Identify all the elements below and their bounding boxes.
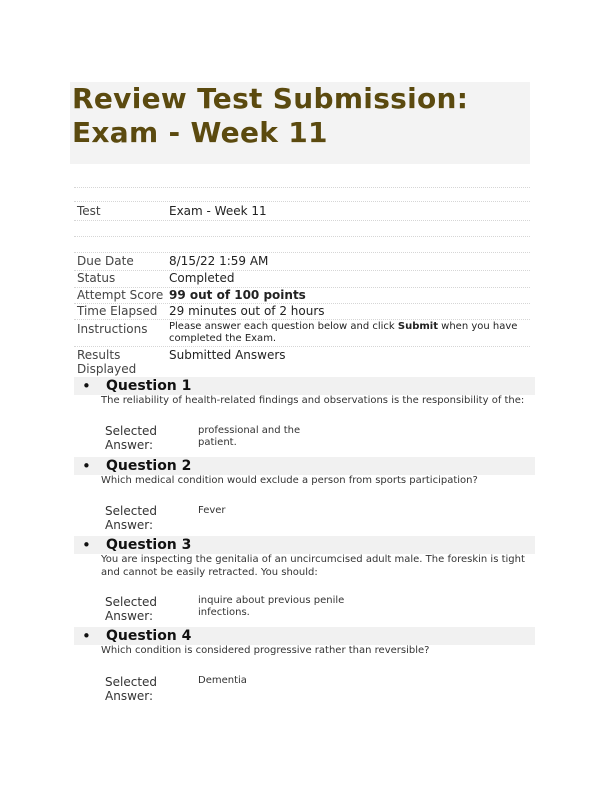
- results-displayed-value: Submitted Answers: [169, 348, 286, 362]
- status-value: Completed: [169, 271, 235, 285]
- selected-answer-label-line-1: Selected: [105, 675, 158, 689]
- question-text: Which condition is considered progressive rather than reversible?: [101, 645, 430, 656]
- selected-answer-label-line-2: Answer:: [105, 518, 154, 532]
- instructions-text-end: when you have completed the Exam.: [169, 321, 518, 344]
- test-value: Exam - Week 11: [169, 204, 267, 218]
- question-text: Which medical condition would exclude a person from sports participation?: [101, 475, 478, 486]
- selected-answer-value: Dementia: [198, 675, 247, 686]
- divider: [74, 270, 530, 271]
- page-header: [70, 82, 530, 164]
- question-title: Question 4: [106, 628, 192, 644]
- selected-answer-label-line-1: Selected: [105, 595, 158, 609]
- question-text: You are inspecting the genitalia of an uncircumcised adult male. The foreskin is tight and cannot be easily retracted. You should:: [101, 554, 525, 578]
- due-date-value: 8/15/22 1:59 AM: [169, 254, 269, 268]
- question-title: Question 2: [106, 458, 192, 474]
- test-label: Test: [77, 204, 101, 218]
- bullet-icon: •: [82, 627, 91, 645]
- selected-answer-value: professional and the patient.: [198, 425, 301, 448]
- page-title-line-2: Exam - Week 11: [72, 116, 328, 149]
- due-date-label: Due Date: [77, 254, 134, 268]
- divider: [74, 346, 530, 347]
- divider: [74, 236, 530, 237]
- page-title-line-1: Review Test Submission:: [72, 82, 469, 115]
- results-displayed-label-line-1: Results: [77, 348, 121, 362]
- results-displayed-label-line-2: Displayed: [77, 362, 137, 376]
- selected-answer-label: [105, 675, 185, 703]
- question-title: Question 1: [106, 378, 192, 394]
- divider: [74, 252, 530, 253]
- bullet-icon: •: [82, 457, 91, 475]
- bullet-icon: •: [82, 536, 91, 554]
- question-header: [74, 457, 535, 475]
- question-header: [74, 627, 535, 645]
- attempt-score-label: Attempt Score: [77, 288, 164, 302]
- selected-answer-label-line-1: Selected: [105, 424, 158, 438]
- divider: [74, 319, 530, 320]
- selected-answer-label-line-2: Answer:: [105, 609, 154, 623]
- selected-answer-value: Fever: [198, 505, 226, 516]
- divider: [74, 220, 530, 221]
- instructions-label: Instructions: [77, 322, 148, 336]
- question-title: Question 3: [106, 537, 192, 553]
- bullet-icon: •: [82, 377, 91, 395]
- page-title: [70, 82, 530, 150]
- question-header: [74, 536, 535, 554]
- selected-answer-label: [105, 595, 185, 623]
- attempt-score-value: 99 out of 100 points: [169, 288, 306, 302]
- question-header: [74, 377, 535, 395]
- time-elapsed-value: 29 minutes out of 2 hours: [169, 304, 325, 318]
- instructions-submit-emphasis: Submit: [397, 321, 438, 332]
- instructions-value: [169, 321, 529, 345]
- time-elapsed-label: Time Elapsed: [77, 304, 158, 318]
- status-label: Status: [77, 271, 116, 285]
- selected-answer-label-line-2: Answer:: [105, 689, 154, 703]
- instructions-text: Please answer each question below and click: [169, 321, 398, 332]
- selected-answer-value: inquire about previous penile infections.: [198, 595, 345, 618]
- selected-answer-label: [105, 424, 185, 452]
- selected-answer-label-line-2: Answer:: [105, 438, 154, 452]
- divider: [74, 201, 530, 202]
- divider: [74, 187, 530, 188]
- results-displayed-label: [77, 348, 136, 376]
- selected-answer-label: [105, 504, 185, 532]
- question-text: The reliability of health-related findings and observations is the responsibility of the:: [101, 395, 525, 406]
- selected-answer-label-line-1: Selected: [105, 504, 158, 518]
